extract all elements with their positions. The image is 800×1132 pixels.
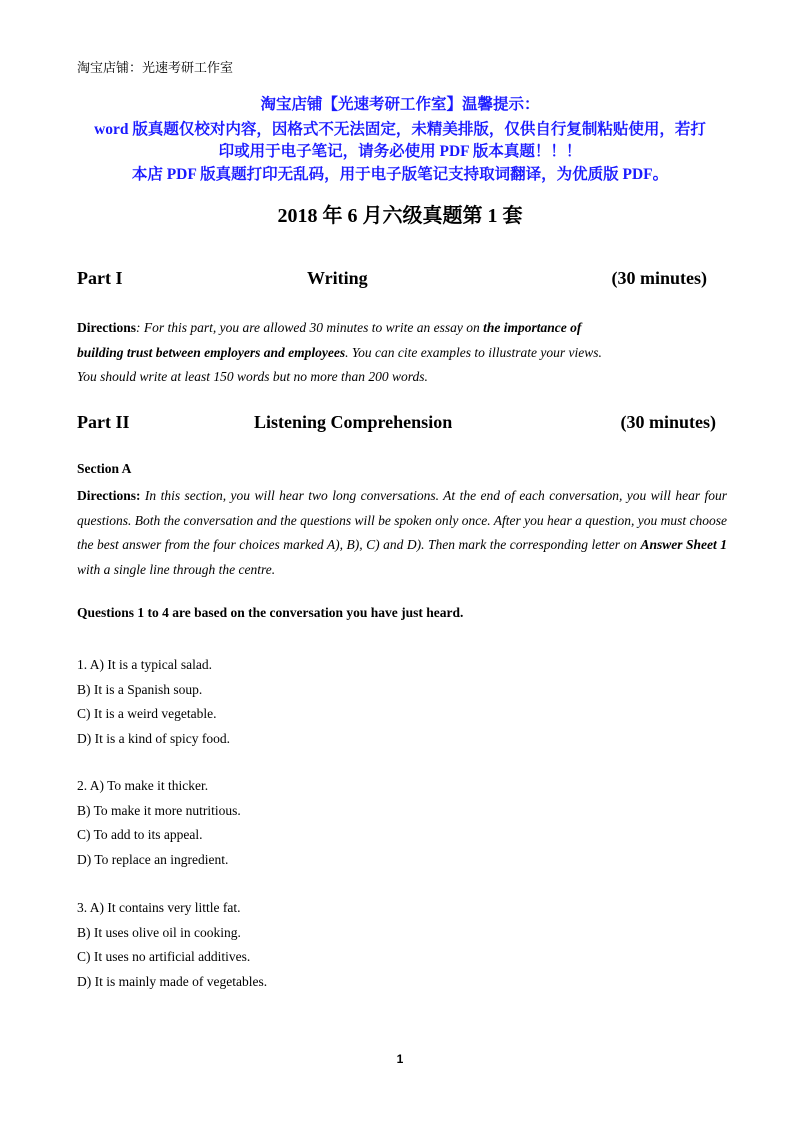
question-option: D) It is mainly made of vegetables. xyxy=(77,973,268,989)
notice-line-3: 印或用于电子笔记，请务必使用 PDF 版本真题！！！ xyxy=(218,143,582,160)
question-option: B) It uses olive oil in cooking. xyxy=(77,924,241,940)
essay-topic: the importance of building trust between employers and employees xyxy=(77,320,582,360)
document-title: 2018 年 6 月六级真题第 1 套 xyxy=(277,205,523,227)
part-2-label: Part II xyxy=(77,412,130,432)
part-1-label: Part I xyxy=(77,268,123,288)
header-note: 淘宝店铺：光速考研工作室 xyxy=(77,61,234,76)
directions-label: Directions: xyxy=(77,488,141,503)
question-block xyxy=(77,653,230,751)
question-option: 2. A) To make it thicker. xyxy=(77,778,209,793)
part-1-name: Writing xyxy=(307,268,368,288)
part-2-directions xyxy=(77,484,727,582)
question-option: 3. A) It contains very little fat. xyxy=(77,900,241,915)
section-a-heading: Section A xyxy=(77,461,132,476)
directions-text: with a single line through the centre. xyxy=(77,561,276,577)
answer-sheet-label: Answer Sheet 1 xyxy=(640,537,727,552)
questions-intro: Questions 1 to 4 are based on the conversation you have just heard. xyxy=(77,605,464,620)
part-1-time: (30 minutes) xyxy=(611,268,707,288)
question-option: C) It is a weird vegetable. xyxy=(77,706,217,721)
notice-line-2: word 版真题仅校对内容，因格式不无法固定，未精美排版，仅供自行复制粘贴使用，若打 xyxy=(94,121,706,138)
part-1-directions xyxy=(77,316,617,390)
question-option: C) It uses no artificial additives. xyxy=(77,949,251,964)
question-block xyxy=(77,896,267,994)
notice-line-4: 本店 PDF 版真题打印无乱码，用于电子版笔记支持取词翻译，为优质版 PDF。 xyxy=(131,166,669,183)
question-option: D) It is a kind of spicy food. xyxy=(77,730,230,746)
directions-text: : For this part, you are allowed 30 minutes to write an essay on xyxy=(136,320,484,335)
question-option: C) To add to its appeal. xyxy=(77,827,203,842)
page-number: 1 xyxy=(396,1052,404,1066)
part-2-name: Listening Comprehension xyxy=(254,412,453,432)
directions-label: Directions xyxy=(77,320,136,335)
question-option: 1. A) It is a typical salad. xyxy=(77,657,212,672)
question-option: B) To make it more nutritious. xyxy=(77,802,241,818)
question-block xyxy=(77,774,241,872)
notice-line-1: 淘宝店铺【光速考研工作室】温馨提示： xyxy=(260,96,540,113)
part-2-time: (30 minutes) xyxy=(620,412,716,432)
question-option: B) It is a Spanish soup. xyxy=(77,681,203,697)
question-option: D) To replace an ingredient. xyxy=(77,851,229,867)
directions-text: In this section, you will hear two long conversations. At the end of each conversation, you will hear four questions. Both the conversation and the questions will be spoken only once. After you hear a question, you must choose the best answer from the four choices marked A), B), C) and D). Then mark the corresponding letter on xyxy=(77,488,727,552)
directions-text: . You can cite examples to illustrate your views. You should write at least 150 words but no more than 200 words. xyxy=(77,344,602,384)
